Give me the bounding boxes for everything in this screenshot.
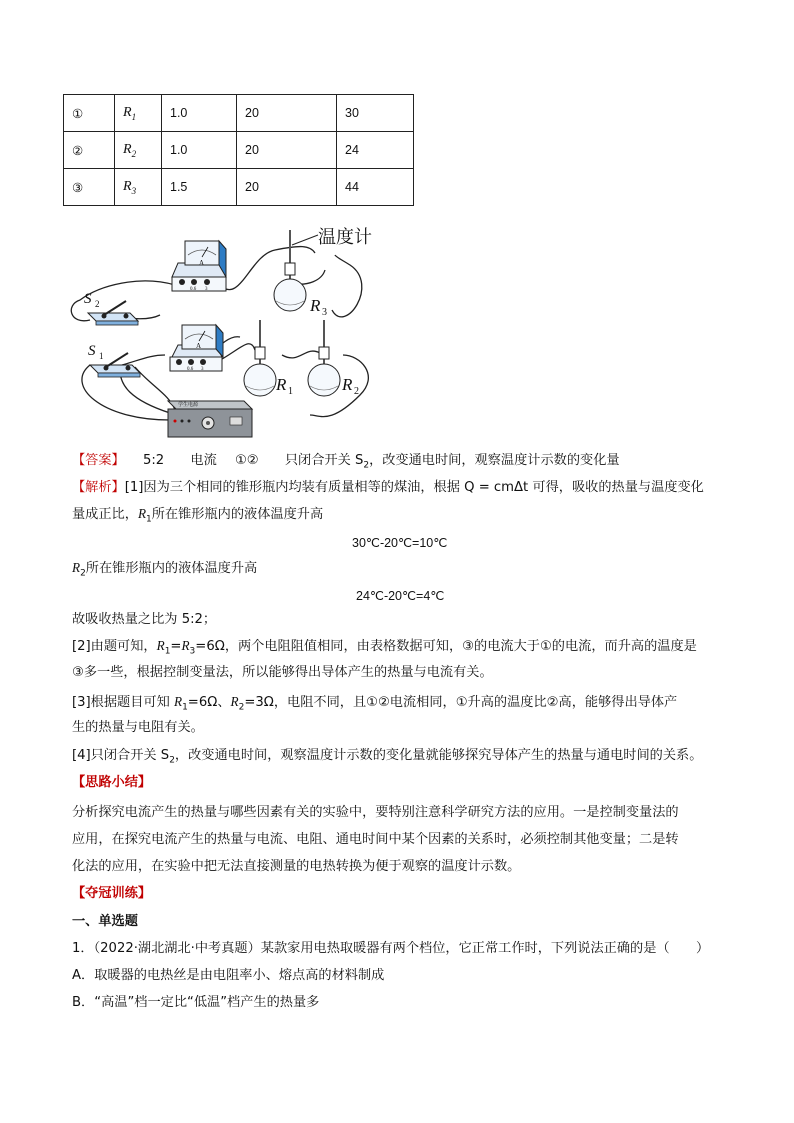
analysis-line-1: 【解析】[1]因为三个相同的锥形瓶内均装有质量相等的煤油，根据 Q = cmΔt 可得，吸收的热量与温度变化 (72, 480, 704, 495)
training-heading: 【夺冠训练】 (72, 886, 152, 901)
table-cell: ③ (64, 169, 115, 206)
table-cell: 20 (237, 132, 337, 169)
flask-r2 (308, 320, 359, 397)
table-cell: 1.5 (162, 169, 237, 206)
svg-text:R: R (310, 296, 321, 315)
svg-text:R: R (276, 375, 287, 394)
analysis-line-6: ③多一些，根据控制变量法，所以能够得出导体产生的热量与电流有关。 (72, 665, 493, 680)
answer-3: ①② (234, 453, 259, 468)
table-cell: $R_1$ (115, 95, 162, 132)
svg-text:0.6: 0.6 (190, 287, 197, 292)
analysis-line-8: 生的热量与电阻有关。 (72, 720, 204, 735)
ammeter-bottom (170, 325, 223, 372)
table-cell: $R_2$ (115, 132, 162, 169)
equation-2: 24℃-20℃=4℃ (356, 589, 445, 603)
section-heading: 一、单选题 (72, 914, 138, 929)
svg-text:2: 2 (354, 386, 359, 397)
table-cell: $R_3$ (115, 169, 162, 206)
equation-1: 30℃-20℃=10℃ (352, 536, 448, 550)
table-cell: 30 (337, 95, 414, 132)
circuit-diagram (60, 225, 400, 445)
svg-text:S: S (88, 343, 96, 359)
svg-text:0.6: 0.6 (187, 367, 194, 372)
table-cell: ① (64, 95, 115, 132)
power-supply (168, 401, 252, 437)
table-row (64, 95, 414, 132)
table-cell: 20 (237, 95, 337, 132)
option-b: B．“高温”档一定比“低温”档产生的热量多 (72, 995, 320, 1010)
thermometer-label: 温度计 (318, 227, 372, 247)
data-table (63, 94, 414, 206)
answer-line (72, 451, 620, 476)
flask-r1 (244, 320, 293, 397)
svg-text:1: 1 (288, 386, 293, 397)
svg-text:3: 3 (205, 287, 208, 292)
table-cell: ② (64, 132, 115, 169)
question-1: 1．（2022·湖北湖北·中考真题）某款家用电热取暖器有两个档位，它正常工作时，下列说法正确的是（ ） (72, 941, 710, 956)
svg-text:1: 1 (99, 351, 104, 361)
table-cell: 24 (337, 132, 414, 169)
summary-line-1: 分析探究电流产生的热量与哪些因素有关的实验中，要特别注意科学研究方法的应用。一是控制变量法的 (72, 805, 679, 820)
table-cell: 20 (237, 169, 337, 206)
svg-text:A: A (196, 342, 202, 350)
answer-2: 电流 (190, 453, 217, 468)
table-row (64, 132, 414, 169)
svg-text:A: A (199, 259, 205, 267)
svg-text:S: S (84, 291, 92, 307)
answer-1: 5:2 (142, 453, 165, 468)
svg-text:3: 3 (322, 307, 327, 318)
analysis-tag: 【解析】 (72, 480, 125, 495)
ammeter-top (172, 241, 226, 292)
answer-4: 只闭合开关 $S_2$，改变通电时间，观察温度计示数的变化量 (284, 453, 620, 471)
analysis-line-7: [3]根据题目可知 $R_1=6\Omega$、$R_2=3\Omega$，电阻不同，且①②电流相同，①升高的温度比②高，能够得出导体产 (72, 694, 678, 713)
analysis-line-4: 故吸收热量之比为 5:2； (72, 612, 217, 627)
analysis-line-9: [4]只闭合开关 $S_2$，改变通电时间，观察温度计示数的变化量就能够探究导体产生的热量与通电时间的关系。 (72, 748, 703, 766)
summary-heading: 【思路小结】 (72, 775, 152, 790)
answer-tag: 【答案】 (72, 453, 125, 468)
summary-line-2: 应用，在探究电流产生的热量与电流、电阻、通电时间中某个因素的关系时，必须控制其他变量；二是转 (72, 832, 679, 847)
analysis-line-3: $R_2$所在锥形瓶内的液体温度升高 (72, 560, 258, 579)
analysis-line-2: 量成正比，$R_1$所在锥形瓶内的液体温度升高 (72, 506, 324, 525)
table-cell: 1.0 (162, 95, 237, 132)
table-row (64, 169, 414, 206)
switch-s1 (88, 343, 140, 377)
summary-line-3: 化法的应用，在实验中把无法直接测量的电热转换为便于观察的温度计示数。 (72, 859, 521, 874)
svg-text:学生电源: 学生电源 (178, 403, 199, 408)
table-cell: 1.0 (162, 132, 237, 169)
table-cell: 44 (337, 169, 414, 206)
svg-text:2: 2 (95, 299, 100, 309)
analysis-line-5: [2]由题可知，$R_1=R_3=6\Omega$，两个电阻阻值相同，由表格数据可知，③的电流大于①的电流，而升高的温度是 (72, 638, 697, 657)
svg-text:R: R (342, 375, 353, 394)
svg-text:3: 3 (201, 367, 204, 372)
option-a: A．取暖器的电热丝是由电阻率小、熔点高的材料制成 (72, 968, 385, 983)
switch-s2 (84, 291, 138, 325)
